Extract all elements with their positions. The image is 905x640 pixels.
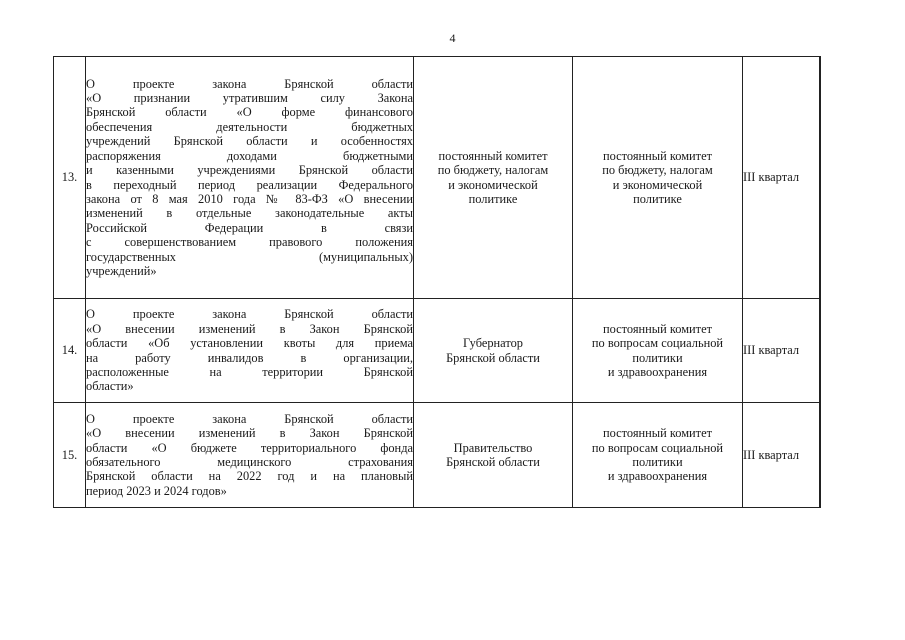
initiator-line: постоянный комитет — [438, 148, 548, 163]
bill-title-line: О проекте закона Брянской области — [86, 76, 413, 91]
bill-title-line: учреждений Брянской области и особенностях — [86, 134, 413, 149]
bill-title-cell — [86, 299, 414, 403]
bill-title-line: период 2023 и 2024 годов» — [86, 483, 227, 498]
note-cell — [820, 299, 821, 403]
bill-title-line: обеспечения деятельности бюджетных — [86, 119, 413, 134]
committee-line: по бюджету, налогам — [602, 163, 713, 178]
bill-title-line: и казенными учреждениями Брянской области — [86, 163, 413, 178]
committee-line: по вопросам социальной — [591, 336, 724, 351]
initiator-line: Губернатор — [462, 336, 523, 351]
bill-title-line: распоряжения доходами бюджетными — [86, 148, 413, 163]
committee-line: по вопросам социальной — [591, 440, 724, 455]
note-cell — [820, 57, 821, 299]
bill-title-line: Брянской области на 2022 год и на плановый — [86, 469, 413, 484]
bill-title-line: в переходный период реализации Федерального — [86, 177, 413, 192]
initiator-line: Брянской области — [446, 455, 540, 469]
bill-title-line: области «О бюджете территориального фонда — [86, 440, 413, 455]
committee-line: постоянный комитет — [602, 148, 712, 163]
committee-cell — [573, 299, 743, 403]
initiator-cell — [414, 57, 573, 299]
row-number: 14. — [54, 299, 86, 403]
legislative-plan-table — [53, 56, 821, 508]
bill-title-line: О проекте закона Брянской области — [86, 411, 413, 426]
committee-line: и экономической — [612, 177, 703, 192]
committee-line: политике — [633, 191, 682, 206]
bill-title-line: государственных (муниципальных) — [86, 249, 413, 264]
bill-title-line: на работу инвалидов в организации, — [86, 350, 413, 365]
term-cell: III квартал — [743, 299, 820, 403]
bill-title-line: «О внесении изменений в Закон Брянской — [86, 426, 413, 441]
row-number: 15. — [54, 403, 86, 508]
committee-line: постоянный комитет — [602, 426, 712, 441]
bill-title-line: области «Об установлении квоты для приема — [86, 336, 413, 351]
bill-title-line: области» — [86, 379, 134, 394]
bill-title-line: с совершенствованием правового положения — [86, 235, 413, 250]
bill-title-line: «О внесении изменений в Закон Брянской — [86, 321, 413, 336]
committee-line: и здравоохранения — [607, 469, 708, 484]
initiator-cell — [414, 403, 573, 508]
bill-title-cell — [86, 57, 414, 299]
bill-title-line: обязательного медицинского страхования — [86, 455, 413, 469]
initiator-line: и экономической — [448, 177, 538, 192]
bill-title-line: О проекте закона Брянской области — [86, 307, 413, 322]
committee-cell — [573, 57, 743, 299]
table-row — [54, 299, 821, 403]
committee-line: политики — [632, 455, 683, 469]
term-cell: III квартал — [743, 403, 820, 508]
initiator-line: Правительство — [453, 440, 533, 455]
committee-line: и здравоохранения — [607, 364, 708, 379]
row-number: 13. — [54, 57, 86, 299]
note-cell — [820, 403, 821, 508]
bill-title-cell — [86, 403, 414, 508]
bill-title-line: Российской Федерации в связи — [86, 220, 413, 235]
committee-line: постоянный комитет — [602, 321, 712, 336]
bill-title-line: расположенные на территории Брянской — [86, 364, 413, 379]
bill-title-line: Брянской области «О форме финансового — [86, 105, 413, 120]
initiator-line: Брянской области — [446, 350, 540, 365]
committee-cell — [573, 403, 743, 508]
initiator-line: политике — [468, 191, 518, 206]
initiator-cell — [414, 299, 573, 403]
page-number: 4 — [449, 31, 456, 45]
term-cell: III квартал — [743, 57, 820, 299]
committee-line: политики — [632, 350, 683, 365]
bill-title-line: «О признании утратившим силу Закона — [86, 91, 413, 106]
bill-title-line: учреждений» — [86, 263, 157, 278]
initiator-line: по бюджету, налогам — [437, 163, 549, 178]
bill-title-line: закона от 8 мая 2010 года № 83-ФЗ «О внесении — [86, 191, 413, 206]
bill-title-line: изменений в отдельные законодательные акты — [86, 206, 413, 221]
table-row — [54, 403, 821, 508]
table-row — [54, 57, 821, 299]
